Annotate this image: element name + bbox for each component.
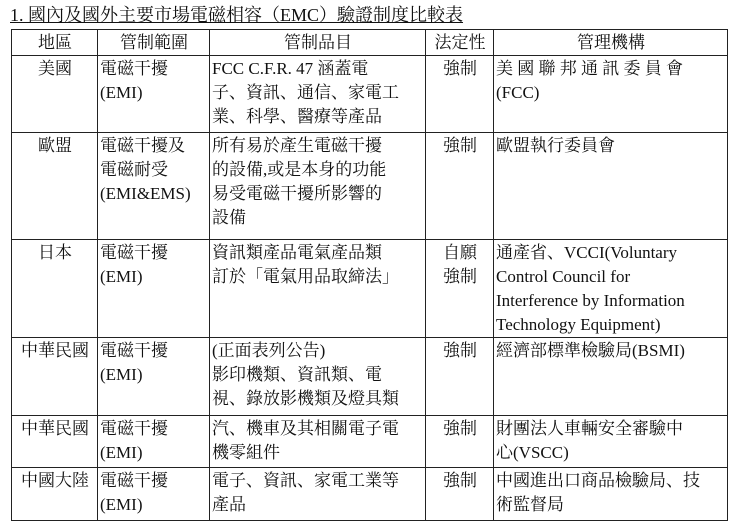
table-row: [12, 133, 728, 240]
cell-legal: 強制: [426, 416, 494, 468]
cell-agency: 通產省、VCCI(Voluntary Control Council for Interference by Information Technology Equipment): [494, 240, 728, 338]
cell-legal: 強制: [426, 338, 494, 416]
cell-region: 日本: [12, 240, 98, 338]
cell-items: 資訊類產品電氣產品類 訂於「電氣用品取締法」: [210, 240, 426, 338]
table-row: [12, 416, 728, 468]
cell-region: 中國大陸: [12, 468, 98, 521]
header-region: 地區: [12, 30, 98, 56]
cell-scope: 電磁干擾 (EMI): [98, 240, 210, 338]
cell-items: (正面表列公告) 影印機類、資訊類、電 視、錄放影機類及燈具類: [210, 338, 426, 416]
header-scope: 管制範圍: [98, 30, 210, 56]
table-row: [12, 240, 728, 338]
table-row: [12, 338, 728, 416]
cell-region: 中華民國: [12, 416, 98, 468]
cell-agency: 經濟部標準檢驗局(BSMI): [494, 338, 728, 416]
cell-scope: 電磁干擾及 電磁耐受 (EMI&EMS): [98, 133, 210, 240]
cell-items: 電子、資訊、家電工業等 產品: [210, 468, 426, 521]
cell-items: FCC C.F.R. 47 涵蓋電 子、資訊、通信、家電工 業、科學、醫療等產品: [210, 56, 426, 133]
cell-agency: 歐盟執行委員會: [494, 133, 728, 240]
header-legal: 法定性: [426, 30, 494, 56]
emc-comparison-table: [11, 29, 728, 521]
document-title: 1. 國內及國外主要市場電磁相容（EMC）驗證制度比較表: [10, 5, 464, 25]
header-items: 管制品目: [210, 30, 426, 56]
cell-legal: 強制: [426, 133, 494, 240]
table-header-row: [12, 30, 728, 56]
table-row: [12, 468, 728, 521]
header-agency: 管理機構: [494, 30, 728, 56]
cell-legal: 自願 強制: [426, 240, 494, 338]
cell-agency: 美 國 聯 邦 通 訊 委 員 會 (FCC): [494, 56, 728, 133]
cell-region: 中華民國: [12, 338, 98, 416]
cell-items: 所有易於產生電磁干擾 的設備,或是本身的功能 易受電磁干擾所影響的 設備: [210, 133, 426, 240]
cell-agency: 中國進出口商品檢驗局、技 術監督局: [494, 468, 728, 521]
cell-scope: 電磁干擾 (EMI): [98, 468, 210, 521]
cell-region: 美國: [12, 56, 98, 133]
cell-items: 汽、機車及其相關電子電 機零組件: [210, 416, 426, 468]
cell-scope: 電磁干擾 (EMI): [98, 338, 210, 416]
cell-legal: 強制: [426, 56, 494, 133]
cell-legal: 強制: [426, 468, 494, 521]
cell-scope: 電磁干擾 (EMI): [98, 416, 210, 468]
cell-agency: 財團法人車輛安全審驗中 心(VSCC): [494, 416, 728, 468]
table-row: [12, 56, 728, 133]
cell-region: 歐盟: [12, 133, 98, 240]
cell-scope: 電磁干擾 (EMI): [98, 56, 210, 133]
